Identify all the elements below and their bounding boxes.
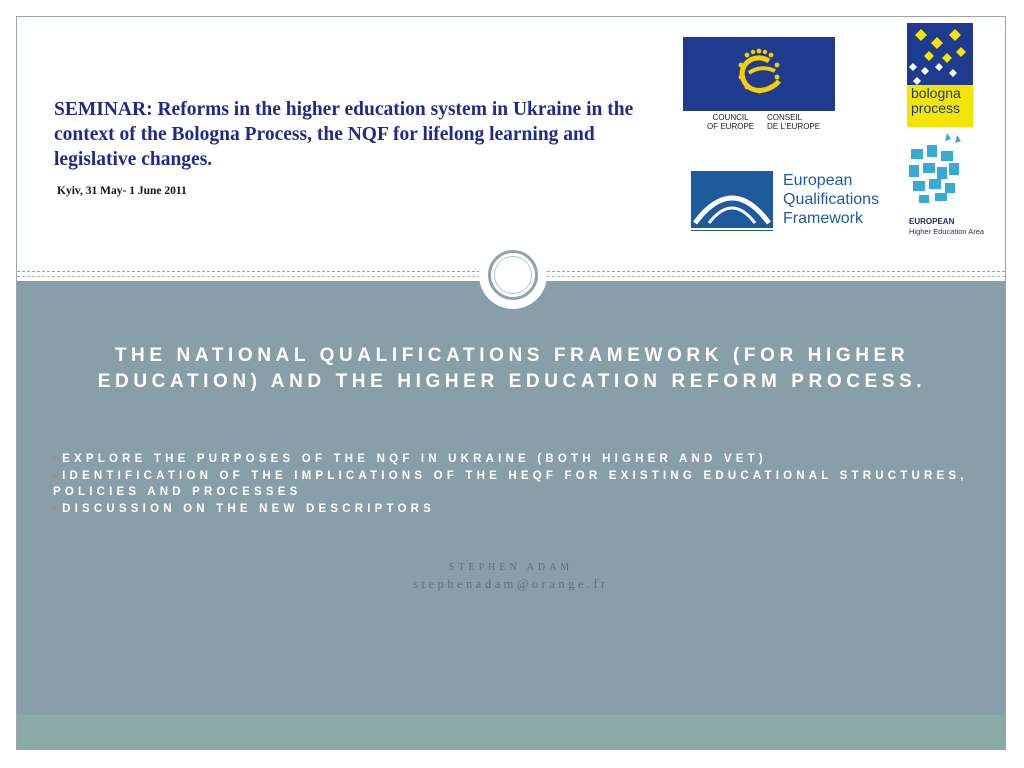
bullet-dot-icon: • — [53, 453, 57, 463]
eqf-word-3: Framework — [783, 210, 864, 227]
bullet-text: EXPLORE THE PURPOSES OF THE NQF IN UKRAINE (BOTH HIGHER AND VET) — [62, 453, 767, 465]
bullet-item — [53, 451, 983, 468]
bullet-dot-icon: • — [53, 502, 57, 513]
author-name: STEPHEN ADAM — [448, 562, 574, 573]
council-of-europe-flag-icon — [683, 37, 835, 111]
eqf-logo — [691, 171, 905, 231]
eqf-word-2: Qualifications — [783, 191, 880, 208]
author-email[interactable]: stephenadam@orange.fr — [413, 577, 609, 591]
council-of-europe-logo — [683, 37, 835, 135]
bullet-item — [53, 468, 983, 501]
bullet-list — [53, 451, 983, 517]
coe-label-fr: CONSEIL DE L'EUROPE — [767, 113, 821, 131]
coe-label-en: COUNCIL OF EUROPE — [707, 113, 755, 131]
ehea-label-2: Higher Education Area — [909, 227, 985, 236]
slide — [16, 16, 1006, 750]
footer-band — [17, 715, 1005, 750]
ehea-puzzle-icon — [907, 131, 963, 211]
bullet-item — [53, 501, 983, 518]
process-word: process — [911, 100, 961, 116]
bullet-text: IDENTIFICATION OF THE IMPLICATIONS OF THE HEQF FOR EXISTING EDUCATIONAL STRUCTURES, POLICIES AND PROCESSES — [53, 469, 968, 498]
eqf-bridge-icon — [691, 171, 773, 231]
dateline: Kyiv, 31 May- 1 June 2011 — [57, 185, 187, 197]
bullet-dot-icon: • — [53, 469, 57, 480]
divider-circle-icon — [479, 241, 547, 309]
bullet-text: DISCUSSION ON THE NEW DESCRIPTORS — [62, 502, 436, 515]
bologna-process-logo — [907, 23, 999, 235]
eqf-word-1: European — [783, 172, 853, 189]
slide-title: THE NATIONAL QUALIFICATIONS FRAMEWORK (FOR HIGHER EDUCATION) AND THE HIGHER EDUCATION REFORM PROCESS. — [97, 345, 927, 392]
ehea-label-1: EUROPEAN — [909, 217, 955, 226]
circle-inner-ring — [494, 256, 532, 294]
bologna-word: bologna — [911, 85, 961, 101]
seminar-title: SEMINAR: Reforms in the higher education system in Ukraine in the context of the Bologna Process, the NQF for lifelong learning and legislative changes. — [54, 99, 634, 170]
